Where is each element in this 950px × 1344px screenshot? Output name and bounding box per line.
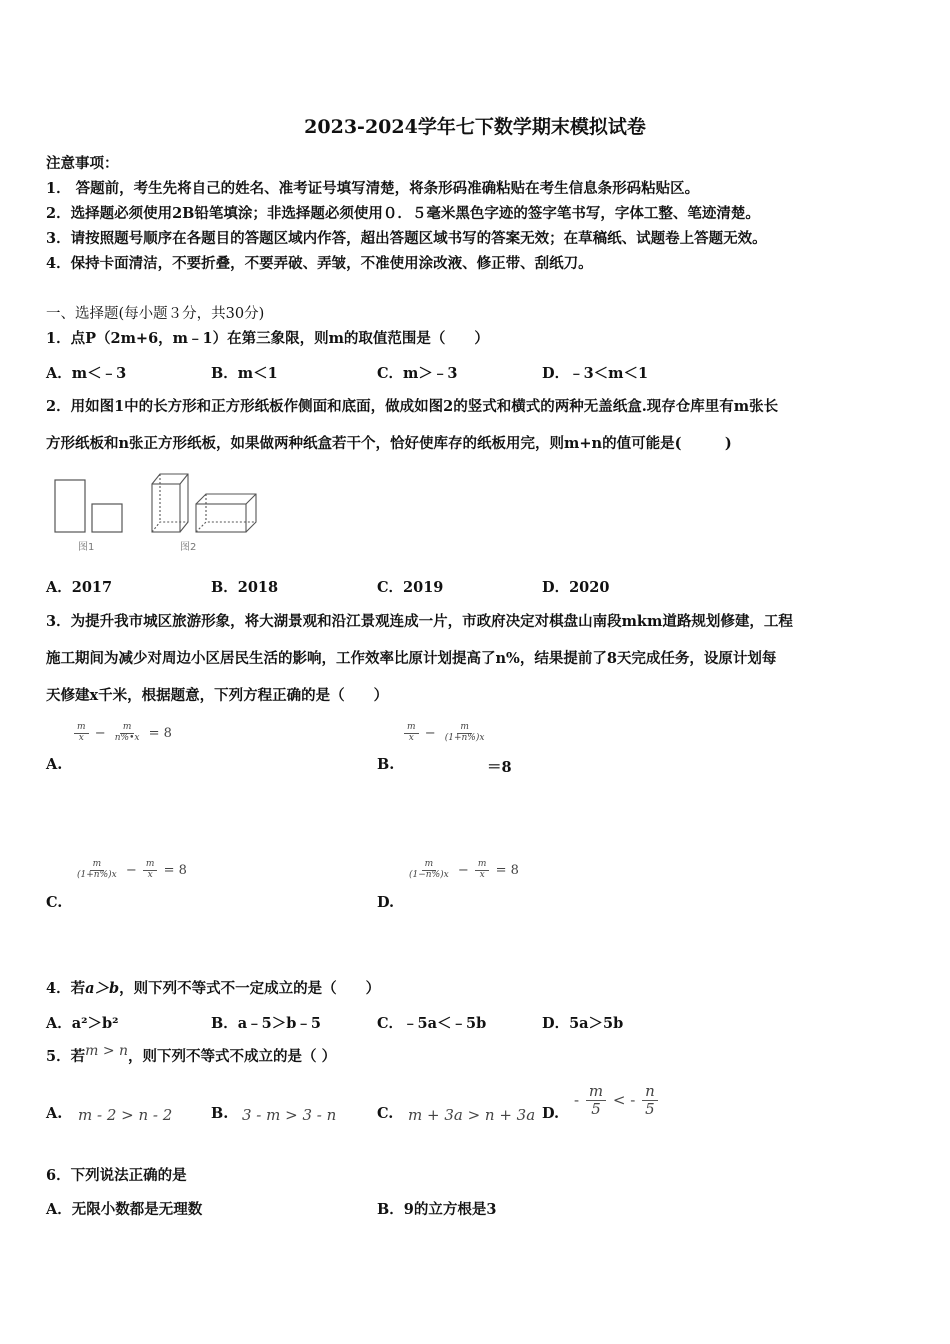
question-3-stem-line3: 天修建x千米，根据题意，下列方程正确的是（ ） [46,687,389,704]
q1-option-d[interactable]: D．﹣3＜m＜1 [542,365,649,382]
q5-option-d-label[interactable]: D. [542,1105,560,1122]
page-title: 2023-2024学年七下数学期末模拟试卷 [304,116,646,138]
q4-option-d[interactable]: D．5a＞5b [542,1015,624,1032]
q6-option-a[interactable]: A．无限小数都是无理数 [46,1201,203,1218]
q4-option-a[interactable]: A．a²＞b² [46,1015,119,1032]
notice-item: 1． 答题前，考生先将自己的姓名、准考证号填写清楚，将条形码准确粘贴在考生信息条形码粘贴区。 [46,180,700,197]
notice-item: 4．保持卡面清洁，不要折叠，不要弄破、弄皱，不准使用涂改液、修正带、刮纸刀。 [46,255,593,272]
question-4-stem: 4．若a＞b，则下列不等式不一定成立的是（ ） [46,980,381,997]
fig2-horizontal-box [196,494,256,532]
section-heading: 一、选择题(每小题３分，共30分) [46,306,265,322]
q5-option-b-label[interactable]: B. [211,1105,229,1122]
fig1-square [92,504,122,532]
question-5-stem: 5．若m > n，则下列不等式不成立的是（ ） [46,1043,337,1065]
q3-option-a-label[interactable]: A. [46,756,63,773]
q5-expression-c: m + 3a > n + 3a [408,1106,536,1124]
q2-option-c[interactable]: C．2019 [377,579,444,596]
q5-expression-b: 3 - m > 3 - n [242,1106,337,1124]
fig1-label: 图1 [78,542,95,553]
q2-figures [50,470,270,560]
notice-heading: 注意事项： [46,155,119,172]
question-3-stem-line1: 3．为提升我市城区旅游形象，将大湖景观和沿江景观连成一片，市政府决定对棋盘山南段mkm道路规划修建，工程 [46,613,793,630]
fig2-vertical-box [152,474,188,532]
q2-option-a[interactable]: A．2017 [46,579,113,596]
q3-equation-c: $\frac{m}{(1+n\%)x}$ − $\frac{m}{x}$ = 8 [77,859,187,880]
q5-option-c-label[interactable]: C. [377,1105,394,1122]
q4-option-c[interactable]: C．﹣5a＜﹣5b [377,1015,487,1032]
q3-option-d-label[interactable]: D. [377,894,395,911]
q5-option-a-label[interactable]: A. [46,1105,63,1122]
q3-option-c-label[interactable]: C. [46,894,63,911]
q2-option-b[interactable]: B．2018 [211,579,279,596]
q1-option-b[interactable]: B．m＜1 [211,365,278,382]
q3-equation-b: $\frac{m}{x}$ − $\frac{m}{(1+n\%)x}$ [402,723,489,744]
question-6-stem: 6．下列说法正确的是 [46,1167,187,1184]
q4-option-b[interactable]: B．a﹣5＞b﹣5 [211,1015,321,1032]
notice-item: 3．请按照题号顺序在各题目的答题区域内作答，超出答题区域书写的答案无效；在草稿纸、试题卷上答题无效。 [46,230,767,247]
q2-option-d[interactable]: D．2020 [542,579,610,596]
q3-equation-a: $\frac{m}{x}$ − $\frac{m}{n\%•x}$ = 8 [72,723,172,744]
q1-option-c[interactable]: C．m＞﹣3 [377,365,458,382]
fig2-label: 图2 [180,542,197,553]
question-2-stem-line1: 2．用如图1中的长方形和正方形纸板作侧面和底面，做成如图2的竖式和横式的两种无盖纸盒.现存仓库里有m张长 [46,398,779,415]
q6-option-b[interactable]: B．9的立方根是3 [377,1201,497,1218]
q3-equation-b-rhs: ＝8 [487,759,512,776]
fig1-rectangle [55,480,85,532]
q5-expression-d: - $\frac{m}{5}$ < - $\frac{n}{5}$ [574,1083,660,1117]
q1-option-a[interactable]: A．m＜﹣3 [46,365,127,382]
question-3-stem-line2: 施工期间为减少对周边小区居民生活的影响，工作效率比原计划提高了n%，结果提前了8天完成任务，设原计划每 [46,650,777,667]
q3-equation-d: $\frac{m}{(1-n\%)x}$ − $\frac{m}{x}$ = 8 [409,859,519,880]
question-1-stem: 1．点P（2m+6，m﹣1）在第三象限，则m的取值范围是（ ） [46,330,489,347]
notice-item: 2．选择题必须使用2B铅笔填涂；非选择题必须使用０．５毫米黑色字迹的签字笔书写，字体工整、笔迹清楚。 [46,205,760,222]
question-2-stem-line2: 方形纸板和n张正方形纸板，如果做两种纸盒若干个，恰好使库存的纸板用完，则m+n的值可能是( ) [46,435,732,452]
q3-option-b-label[interactable]: B. [377,756,395,773]
q5-expression-a: m - 2 > n - 2 [78,1106,173,1124]
